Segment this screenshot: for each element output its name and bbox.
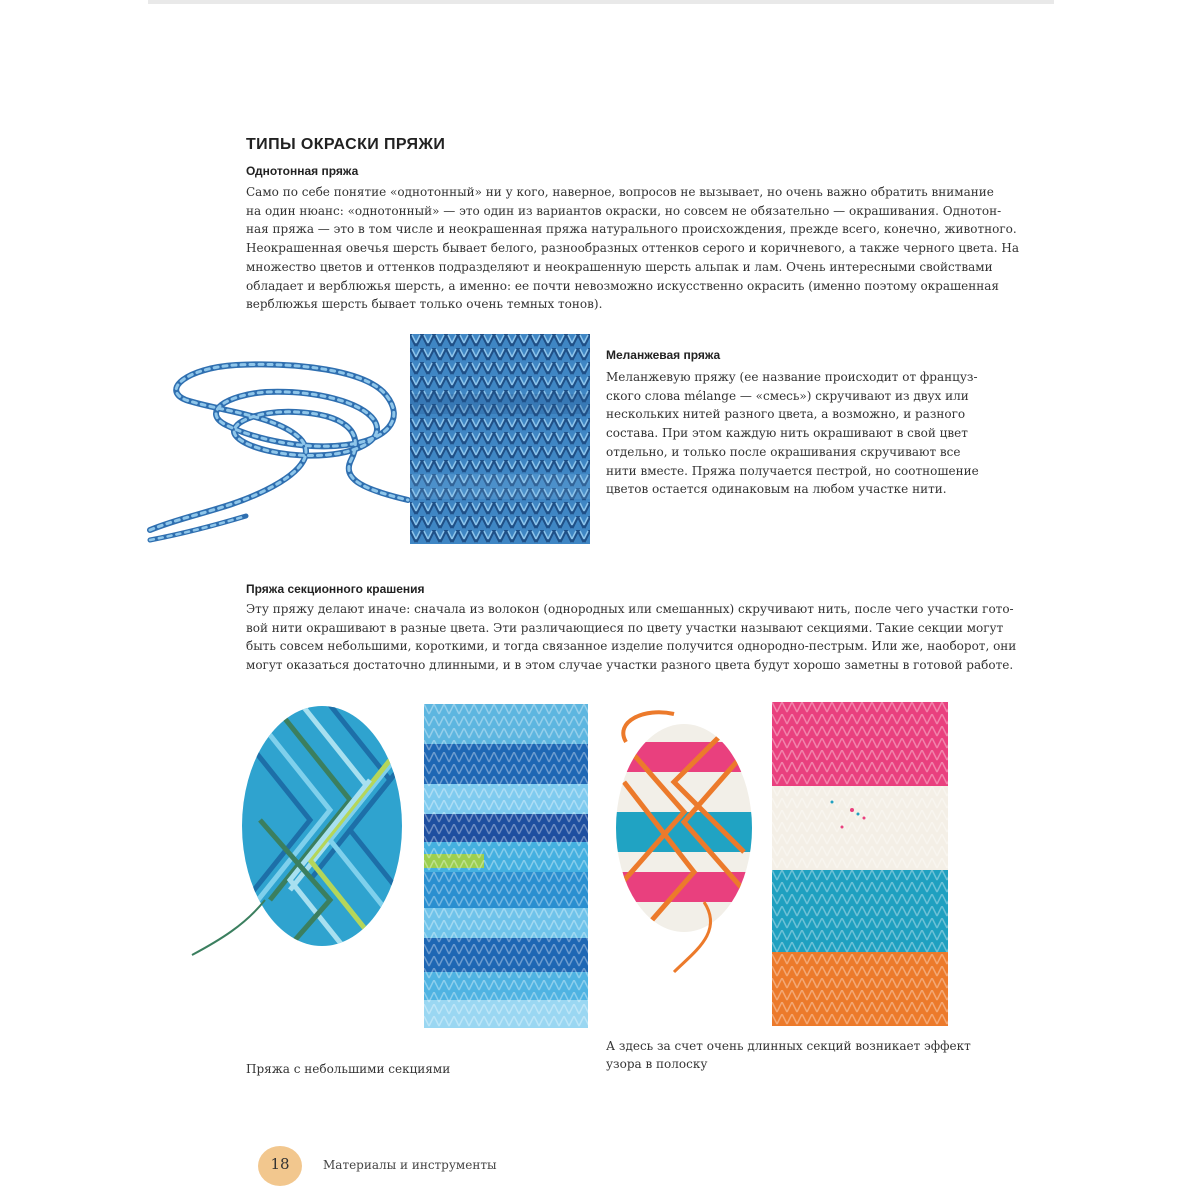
long-section-yarn-ball-photo — [604, 702, 774, 984]
long-section-knit-swatch-photo — [772, 702, 948, 1026]
text-line: множество цветов и оттенков подразделяют и неокрашенную шерсть альпак и лам. Очень интересными свойствами — [246, 259, 993, 274]
running-footer: Материалы и инструменты — [323, 1158, 497, 1172]
page-title: ТИПЫ ОКРАСКИ ПРЯЖИ — [246, 136, 446, 153]
text-line: состава. При этом каждую нить окрашивают в свой цвет — [606, 426, 968, 441]
top-page-edge — [148, 0, 1054, 4]
heading-melange-yarn: Меланжевая пряжа — [606, 348, 721, 362]
paragraph-sectional-yarn — [246, 600, 1016, 675]
text-line: обладает и верблюжья шерсть, а именно: ее почти невозможно искусственно окрасить (именно поэтому окрашенная — [246, 278, 999, 293]
paragraph-solid-yarn — [246, 183, 1019, 314]
caption-long-sections — [606, 1037, 971, 1073]
short-section-yarn-ball-photo — [190, 700, 420, 970]
text-line: на один нюанс: «однотонный» — это один из вариантов окраски, но совсем не обязательно — окрашивания. Однотон- — [246, 203, 1002, 218]
text-line: ная пряжа — это в том числе и неокрашенная пряжа натурального происхождения, прежде всего, конечно, животного. — [246, 222, 1017, 237]
caption-short-sections: Пряжа с небольшими секциями — [246, 1062, 451, 1076]
text-line: Неокрашенная овечья шерсть бывает белого, разнообразных оттенков серого и коричневого, а также черного цвета. На — [246, 241, 1020, 256]
text-line: узора в полоску — [606, 1057, 708, 1071]
text-line: нескольких нитей разного цвета, а возможно, и разного — [606, 407, 966, 422]
heading-sectional-yarn: Пряжа секционного крашения — [246, 582, 425, 596]
text-line: нити вместе. Пряжа получается пестрой, но соотношение — [606, 463, 979, 478]
text-line: могут оказаться достаточно длинными, и в этом случае участки разного цвета будут хорошо заметны в готовой работе. — [246, 658, 1014, 673]
text-line: Эту пряжу делают иначе: сначала из волокон (однородных или смешанных) скручивают нить, после чего участки гото- — [246, 602, 1014, 616]
melange-knit-swatch-photo — [410, 334, 590, 544]
text-line: Меланжевую пряжу (ее название происходит от француз- — [606, 370, 978, 384]
page-number: 18 — [270, 1155, 290, 1173]
short-section-knit-swatch-photo — [424, 704, 588, 1028]
text-line: А здесь за счет очень длинных секций возникает эффект — [606, 1039, 971, 1053]
melange-yarn-strand-photo — [146, 340, 416, 550]
text-line: верблюжья шерсть бывает только очень темных тонов). — [246, 297, 603, 312]
paragraph-melange-yarn — [606, 368, 979, 499]
text-line: вой нити окрашивают в разные цвета. Эти различающиеся по цвету участки называют секциями. Такие секции могут — [246, 620, 1004, 635]
text-line: цветов остается одинаковым на любом участке нити. — [606, 482, 947, 497]
heading-solid-yarn: Однотонная пряжа — [246, 164, 359, 178]
text-line: Само по себе понятие «однотонный» ни у кого, наверное, вопросов не вызывает, но очень важно обратить внимание — [246, 185, 994, 199]
text-line: отдельно, и только после окрашивания скручивают все — [606, 444, 961, 459]
text-line: ского слова mélange — «смесь») скручивают из двух или — [606, 388, 969, 403]
text-line: быть совсем небольшими, короткими, и тогда связанное изделие получится однородно-пестрым. Или же, наоборот, они — [246, 639, 1017, 654]
